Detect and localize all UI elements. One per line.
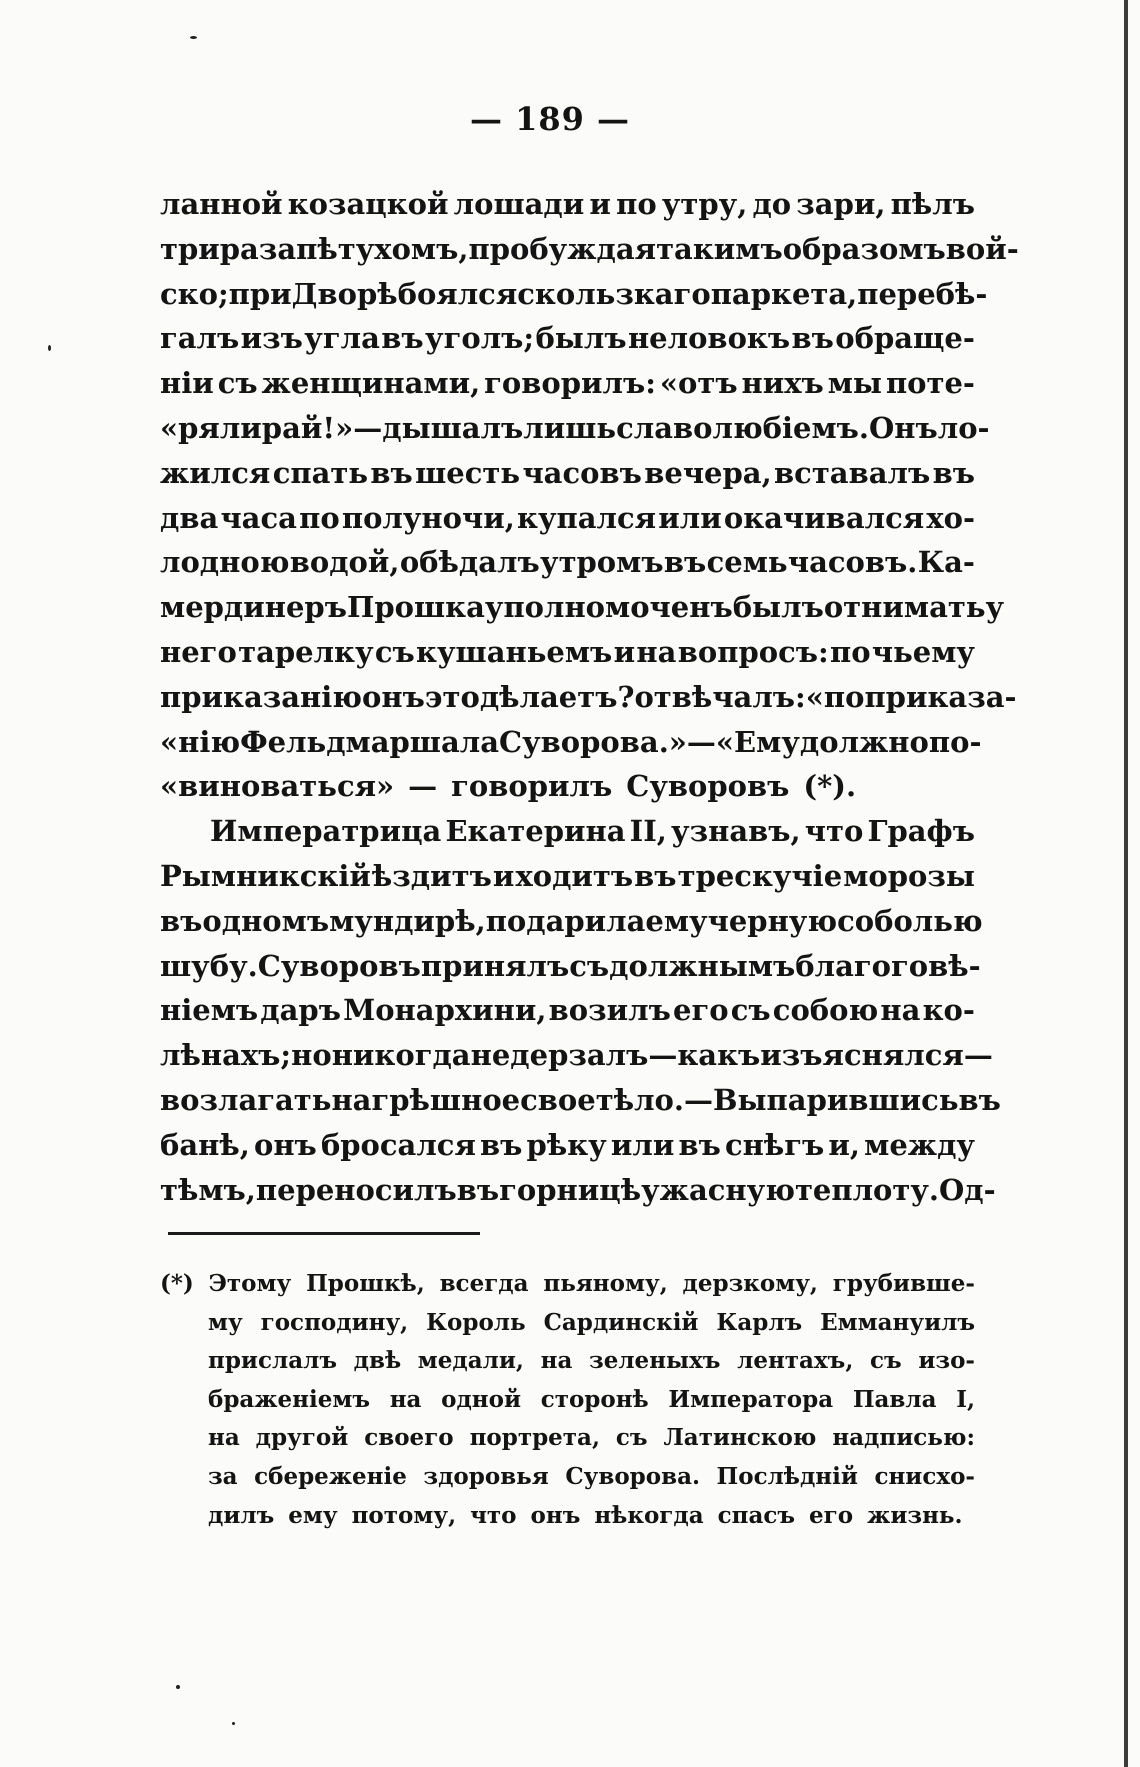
word: или — [610, 1127, 675, 1162]
word: раза — [219, 231, 297, 266]
word: жизнь. — [867, 1501, 963, 1529]
word: — — [408, 769, 438, 804]
word: Екатерина — [445, 814, 626, 849]
word: ему — [288, 1501, 338, 1529]
word: принялъ — [420, 948, 570, 983]
word: должно — [799, 724, 929, 759]
word: въ — [456, 1172, 500, 1207]
word: кушаньемъ — [416, 634, 613, 669]
word: ско; — [160, 276, 229, 311]
word: часовъ. — [787, 545, 918, 580]
word: приказанію — [160, 679, 363, 714]
word: въ — [958, 1082, 1001, 1117]
word: семь — [706, 545, 788, 580]
word: между — [864, 1127, 975, 1162]
word: спать — [272, 455, 369, 490]
word: онъ — [530, 1501, 581, 1529]
word: рѣку — [526, 1127, 607, 1162]
word: ходитъ — [515, 858, 634, 893]
word: часа — [220, 500, 297, 535]
word: шубу. — [160, 948, 258, 983]
word: на — [389, 1385, 422, 1413]
print-speck — [190, 36, 197, 39]
word: утромъ — [540, 545, 664, 580]
word: дерзалъ — [510, 1038, 649, 1073]
word: на — [208, 1424, 240, 1452]
word: приказа- — [864, 679, 1017, 714]
text-line — [160, 272, 988, 317]
text-line — [160, 316, 975, 361]
word: Императрица — [210, 814, 442, 849]
footnote-block — [160, 1265, 975, 1535]
text-line — [160, 854, 975, 899]
word: лишь — [523, 410, 617, 445]
word: ніемъ — [160, 993, 259, 1028]
word: должнымъ — [609, 948, 796, 983]
text-line — [160, 944, 981, 989]
word: боялся — [397, 276, 518, 311]
word: часовъ — [522, 455, 642, 490]
word: былъ — [732, 590, 824, 625]
word: мердинеръ — [160, 590, 347, 625]
word: «нію — [160, 724, 241, 759]
word: спасъ — [717, 1501, 796, 1529]
word: лентахъ, — [737, 1347, 854, 1375]
word: или — [658, 500, 722, 535]
word: его — [809, 1501, 854, 1529]
word: черную — [707, 903, 838, 938]
word: тѣло. — [595, 1082, 684, 1117]
word: «отъ — [659, 366, 738, 401]
word: зари, — [796, 187, 886, 221]
word: Еммануилъ — [820, 1308, 975, 1336]
word: ніи — [160, 366, 214, 401]
word: пробуждая — [468, 231, 657, 266]
word: вставалъ — [774, 455, 931, 490]
word: въ — [381, 321, 424, 356]
word: — — [683, 1082, 713, 1117]
text-line — [160, 227, 1019, 272]
word: въ — [932, 455, 975, 490]
word: это — [424, 679, 480, 714]
word: Монархини, — [343, 993, 547, 1028]
text-line-paragraph-start — [160, 809, 975, 854]
word: съ — [217, 366, 258, 401]
word: благоговѣ- — [795, 948, 981, 983]
word: обраще- — [835, 321, 975, 356]
word: на — [636, 634, 677, 669]
word: но — [291, 1038, 332, 1073]
text-line — [160, 1168, 996, 1213]
word: даръ — [260, 993, 341, 1028]
word: Король — [426, 1308, 526, 1336]
word: что — [470, 1501, 517, 1529]
word: Выпарившись — [712, 1082, 959, 1117]
word: пѣлъ — [890, 187, 975, 221]
word: водой, — [289, 545, 400, 580]
word: по- — [928, 724, 982, 759]
text-line — [160, 496, 975, 541]
word: трескучіе — [677, 858, 843, 893]
text-line — [160, 764, 975, 809]
word: прислалъ — [208, 1347, 337, 1375]
word: паркета, — [710, 276, 858, 311]
word: зеленыхъ — [589, 1347, 721, 1375]
word: неловокъ — [627, 321, 791, 356]
word: въ — [678, 1127, 721, 1162]
word: ло- — [937, 410, 990, 445]
footnote-line — [160, 1458, 975, 1497]
word: по — [616, 187, 657, 221]
word: «виноваться» — [160, 769, 395, 804]
word: уголъ; — [425, 321, 535, 356]
word: лѣнахъ; — [160, 1038, 292, 1073]
word: — — [648, 1038, 678, 1073]
word: ужасную — [641, 1172, 795, 1207]
word: возлагать — [160, 1082, 332, 1117]
word: отвѣчалъ: — [634, 679, 806, 714]
word: скользкаго — [517, 276, 711, 311]
word: женщинами, — [261, 366, 481, 401]
word: II, — [629, 814, 667, 849]
text-line — [160, 451, 975, 496]
word: галъ — [160, 321, 240, 356]
text-line — [160, 182, 975, 227]
word: (*). — [803, 769, 857, 804]
word: ѣздитъ — [371, 858, 492, 893]
text-line — [160, 1078, 1001, 1123]
footnote-divider — [168, 1232, 480, 1235]
page-number: — 189 — — [469, 100, 631, 138]
text-line — [160, 540, 975, 585]
word: (*) — [160, 1270, 194, 1297]
word: не — [470, 1038, 511, 1073]
word: при — [228, 276, 292, 311]
word: купался — [517, 500, 657, 535]
word: Дворѣ — [291, 276, 398, 311]
text-line — [160, 630, 975, 675]
word: ему — [645, 903, 708, 938]
word: дышалъ — [382, 410, 524, 445]
word: Онъ — [869, 410, 938, 445]
word: дилъ — [208, 1501, 275, 1529]
word: у — [985, 590, 1005, 625]
word: собою — [772, 993, 879, 1028]
word: горницѣ — [499, 1172, 642, 1207]
word: лошади — [453, 187, 585, 221]
word: «по — [805, 679, 865, 714]
word: му — [208, 1308, 243, 1336]
word: тарелку — [238, 634, 374, 669]
word: рай!» — [261, 410, 354, 445]
word: «ряли — [160, 410, 262, 445]
word: банѣ, — [160, 1127, 250, 1162]
word: сбереженіе — [254, 1462, 407, 1490]
text-line — [160, 1123, 975, 1168]
word: грубивше- — [832, 1270, 975, 1297]
word: — — [963, 1038, 993, 1073]
word: Суворовъ — [626, 769, 790, 804]
word: I, — [956, 1385, 975, 1413]
word: въ — [160, 903, 203, 938]
word: Послѣдній — [716, 1462, 858, 1490]
word: Карлъ — [716, 1308, 803, 1336]
word: морозы — [843, 858, 975, 893]
word: Рымникскій — [160, 858, 371, 893]
word: всегда — [439, 1270, 529, 1297]
word: такимъ — [656, 231, 783, 266]
word: ланной — [160, 187, 283, 221]
word: пѣтухомъ, — [296, 231, 469, 266]
word: изъ — [240, 321, 303, 356]
print-speck — [232, 1722, 235, 1725]
word: утру, — [661, 187, 748, 221]
word: дѣлаетъ? — [479, 679, 635, 714]
text-line — [160, 1033, 993, 1078]
word: и — [613, 634, 636, 669]
word: Прошка — [346, 590, 485, 625]
main-text-block — [160, 182, 1019, 1212]
text-line — [160, 899, 983, 944]
word: переносилъ — [255, 1172, 457, 1207]
word: шесть — [415, 455, 521, 490]
word: съ — [730, 993, 771, 1028]
word: по — [299, 500, 340, 535]
word: хо- — [926, 500, 975, 535]
word: образомъ — [782, 231, 946, 266]
footnote-line — [160, 1265, 975, 1304]
text-line — [160, 720, 982, 765]
word: отнимать — [823, 590, 986, 625]
word: вой- — [945, 231, 1019, 266]
word: три — [160, 231, 220, 266]
footnote-line — [160, 1304, 975, 1343]
word: два — [160, 500, 219, 535]
word: былъ — [535, 321, 627, 356]
footnote-line — [160, 1419, 975, 1458]
word: теплоту. — [794, 1172, 940, 1207]
word: снисхо- — [874, 1462, 975, 1490]
word: Павла — [852, 1385, 937, 1413]
word: козацкой — [287, 187, 449, 221]
word: Суворова.» — [499, 724, 687, 759]
text-line — [160, 361, 975, 406]
word: снѣгъ — [724, 1127, 825, 1162]
word: изъяснялся — [760, 1038, 964, 1073]
word: угла — [304, 321, 380, 356]
text-line — [160, 406, 990, 451]
word: портрета, — [469, 1424, 600, 1452]
word: вечера, — [644, 455, 772, 490]
print-speck — [48, 345, 51, 351]
word: узнавъ, — [671, 814, 801, 849]
word: вопросъ: — [677, 634, 829, 669]
word: возилъ — [548, 993, 671, 1028]
word: дерзкому, — [682, 1270, 818, 1297]
word: потому, — [351, 1501, 457, 1529]
word: мы — [827, 366, 882, 401]
word: въ — [370, 455, 413, 490]
word: какъ — [677, 1038, 761, 1073]
word: господину, — [260, 1308, 409, 1336]
word: Суворовъ — [257, 948, 421, 983]
word: Графъ — [867, 814, 975, 849]
word: надписью: — [832, 1424, 975, 1452]
word: Ка- — [917, 545, 975, 580]
word: свое — [520, 1082, 596, 1117]
word: двѣ — [353, 1347, 402, 1375]
word: чьему — [871, 634, 975, 669]
word: и, — [828, 1127, 861, 1162]
word: — — [686, 724, 716, 759]
word: въ — [480, 1127, 523, 1162]
word: говорилъ — [451, 769, 613, 804]
word: него — [160, 634, 237, 669]
word: съ — [569, 948, 610, 983]
word: на — [880, 993, 921, 1028]
word: поте- — [885, 366, 975, 401]
word: перебѣ- — [857, 276, 988, 311]
word: своего — [364, 1424, 454, 1452]
word: медали, — [417, 1347, 524, 1375]
word: въ — [791, 321, 834, 356]
word: съ — [870, 1347, 902, 1375]
word: онъ — [253, 1127, 317, 1162]
word: Императора — [668, 1385, 834, 1413]
word: что — [804, 814, 864, 849]
word: говорилъ: — [484, 366, 656, 401]
word: лодною — [160, 545, 290, 580]
word: полуночи, — [341, 500, 515, 535]
word: подарила — [485, 903, 646, 938]
word: окачивался — [723, 500, 925, 535]
word: и — [589, 187, 611, 221]
word: по — [830, 634, 871, 669]
word: за — [208, 1462, 238, 1490]
word: обѣдалъ — [399, 545, 540, 580]
word: бросался — [320, 1127, 476, 1162]
word: «Ему — [715, 724, 800, 759]
page-edge-shadow — [1124, 0, 1128, 1767]
word: въ — [634, 858, 677, 893]
word: Сардинскій — [543, 1308, 699, 1336]
word: ко- — [922, 993, 975, 1028]
word: нѣкогда — [594, 1501, 704, 1529]
footnote-line — [160, 1342, 975, 1381]
word: Прошкѣ, — [306, 1270, 425, 1297]
print-speck — [176, 1685, 180, 1689]
footnote-line — [160, 1497, 975, 1536]
word: онъ — [362, 679, 425, 714]
word: жился — [160, 455, 271, 490]
text-line — [160, 988, 975, 1033]
word: на — [540, 1347, 573, 1375]
word: сторонѣ — [540, 1385, 649, 1413]
word: съ — [615, 1424, 648, 1452]
word: Этому — [208, 1270, 292, 1297]
word: Фельдмаршала — [240, 724, 499, 759]
word: мундирѣ, — [329, 903, 486, 938]
word: Латинскою — [663, 1424, 817, 1452]
word: на — [331, 1082, 372, 1117]
word: браженіемъ — [208, 1385, 371, 1413]
text-line — [160, 675, 1017, 720]
word: до — [752, 187, 792, 221]
word: уполномоченъ — [484, 590, 733, 625]
word: другой — [255, 1424, 349, 1452]
word: Суворова. — [565, 1462, 700, 1490]
word: тѣмъ, — [160, 1172, 256, 1207]
word: и — [492, 858, 515, 893]
word: изо- — [918, 1347, 975, 1375]
word: нихъ — [741, 366, 824, 401]
word: пьяному, — [543, 1270, 668, 1297]
word: — — [353, 410, 383, 445]
word: славолюбіемъ. — [616, 410, 870, 445]
footnote-line — [160, 1381, 975, 1420]
word: одномъ — [202, 903, 330, 938]
word: одной — [441, 1385, 522, 1413]
word: въ — [663, 545, 707, 580]
text-line — [160, 585, 1005, 630]
word: грѣшное — [371, 1082, 521, 1117]
word: его — [673, 993, 729, 1028]
word: никогда — [331, 1038, 471, 1073]
word: съ — [374, 634, 415, 669]
word: Од- — [939, 1172, 996, 1207]
word: соболью — [837, 903, 983, 938]
word: здоровья — [423, 1462, 549, 1490]
